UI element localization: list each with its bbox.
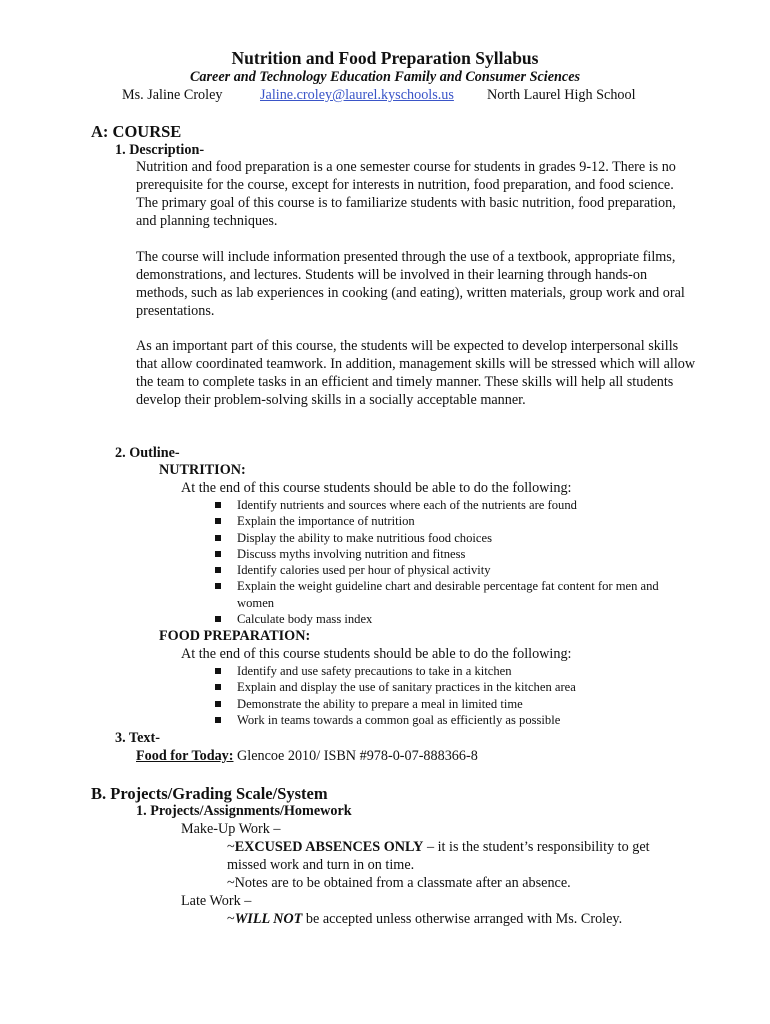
food-preparation-heading: FOOD PREPARATION: xyxy=(159,628,311,644)
outline-heading: 2. Outline- xyxy=(115,445,180,461)
description-paragraph-2: The course will include information presented through the use of a textbook, appropriate films, demonstrations, and lectures. Students will be involved in their learning through hands-on methods, such as lab experiences in cooking (and eating), written materials, group work and oral presentations. xyxy=(136,249,685,319)
list-item: Explain the importance of nutrition xyxy=(212,513,692,529)
bullet-square-icon xyxy=(215,684,221,690)
list-item: Work in teams towards a common goal as efficiently as possible xyxy=(212,712,692,728)
projects-subheading: 1. Projects/Assignments/Homework xyxy=(136,803,352,819)
nutrition-intro: At the end of this course students should be able to do the following: xyxy=(181,480,572,496)
excused-absences-only: EXCUSED ABSENCES ONLY xyxy=(234,839,424,855)
text-heading: 3. Text- xyxy=(115,730,160,746)
bullet-square-icon xyxy=(215,616,221,622)
bullet-square-icon xyxy=(215,567,221,573)
makeup-work-label: Make-Up Work – xyxy=(181,821,281,837)
description-paragraph-1: Nutrition and food preparation is a one semester course for students in grades 9-12. There is no prerequisite for the course, except for interests in nutrition, food preparation, and food science. The primary goal of this course is to familiarize students with basic nutrition, food preparation, and planning techniques. xyxy=(136,159,676,229)
list-item: Display the ability to make nutritious food choices xyxy=(212,530,692,546)
document-subtitle: Career and Technology Education Family and Consumer Sciences xyxy=(189,69,581,85)
makeup-work-line-2: missed work and turn in on time. xyxy=(227,857,415,873)
makeup-work-line-1: ~EXCUSED ABSENCES ONLY – it is the student’s responsibility to get xyxy=(227,839,650,855)
textbook-title: Food for Today: xyxy=(136,748,234,764)
makeup-work-notes: ~Notes are to be obtained from a classmate after an absence. xyxy=(227,875,571,891)
list-item: Identify nutrients and sources where each of the nutrients are found xyxy=(212,497,692,513)
list-item: Explain the weight guideline chart and desirable percentage fat content for men and women xyxy=(212,578,692,611)
bullet-square-icon xyxy=(215,701,221,707)
list-item: Calculate body mass index xyxy=(212,611,692,627)
list-item: Discuss myths involving nutrition and fitness xyxy=(212,546,692,562)
section-b-heading: B. Projects/Grading Scale/System xyxy=(91,784,328,803)
food-preparation-objectives-list xyxy=(212,663,692,728)
teacher-email-link[interactable]: Jaline.croley@laurel.kyschools.us xyxy=(260,87,454,103)
list-item: Identify calories used per hour of physical activity xyxy=(212,562,692,578)
bullet-square-icon xyxy=(215,551,221,557)
textbook-line xyxy=(136,748,478,765)
list-item: Demonstrate the ability to prepare a meal in limited time xyxy=(212,696,692,712)
will-not: WILL NOT xyxy=(234,911,303,927)
document-title: Nutrition and Food Preparation Syllabus xyxy=(231,48,539,68)
food-preparation-intro: At the end of this course students should be able to do the following: xyxy=(181,646,572,662)
bullet-square-icon xyxy=(215,668,221,674)
section-a-heading: A: COURSE xyxy=(91,122,182,141)
bullet-square-icon xyxy=(215,583,221,589)
nutrition-heading: NUTRITION: xyxy=(159,462,246,478)
bullet-square-icon xyxy=(215,518,221,524)
list-item: Identify and use safety precautions to take in a kitchen xyxy=(212,663,692,679)
description-paragraph-3: As an important part of this course, the students will be expected to develop interpersonal skills that allow coordinated teamwork. In addition, management skills will be stressed which will allow the team to complete tasks in an efficient and timely manner. These skills will help all students develop their problem-solving skills in a socially acceptable manner. xyxy=(136,338,696,408)
late-work-line: ~WILL NOT be accepted unless otherwise arranged with Ms. Croley. xyxy=(227,911,623,927)
textbook-details: Glencoe 2010/ ISBN #978-0-07-888366-8 xyxy=(233,748,478,764)
late-work-label: Late Work – xyxy=(181,893,252,909)
nutrition-objectives-list xyxy=(212,497,692,627)
bullet-square-icon xyxy=(215,535,221,541)
school-name: North Laurel High School xyxy=(487,87,636,103)
bullet-square-icon xyxy=(215,502,221,508)
teacher-name: Ms. Jaline Croley xyxy=(122,87,223,103)
description-heading: 1. Description- xyxy=(115,142,205,158)
bullet-square-icon xyxy=(215,717,221,723)
list-item: Explain and display the use of sanitary practices in the kitchen area xyxy=(212,679,692,695)
